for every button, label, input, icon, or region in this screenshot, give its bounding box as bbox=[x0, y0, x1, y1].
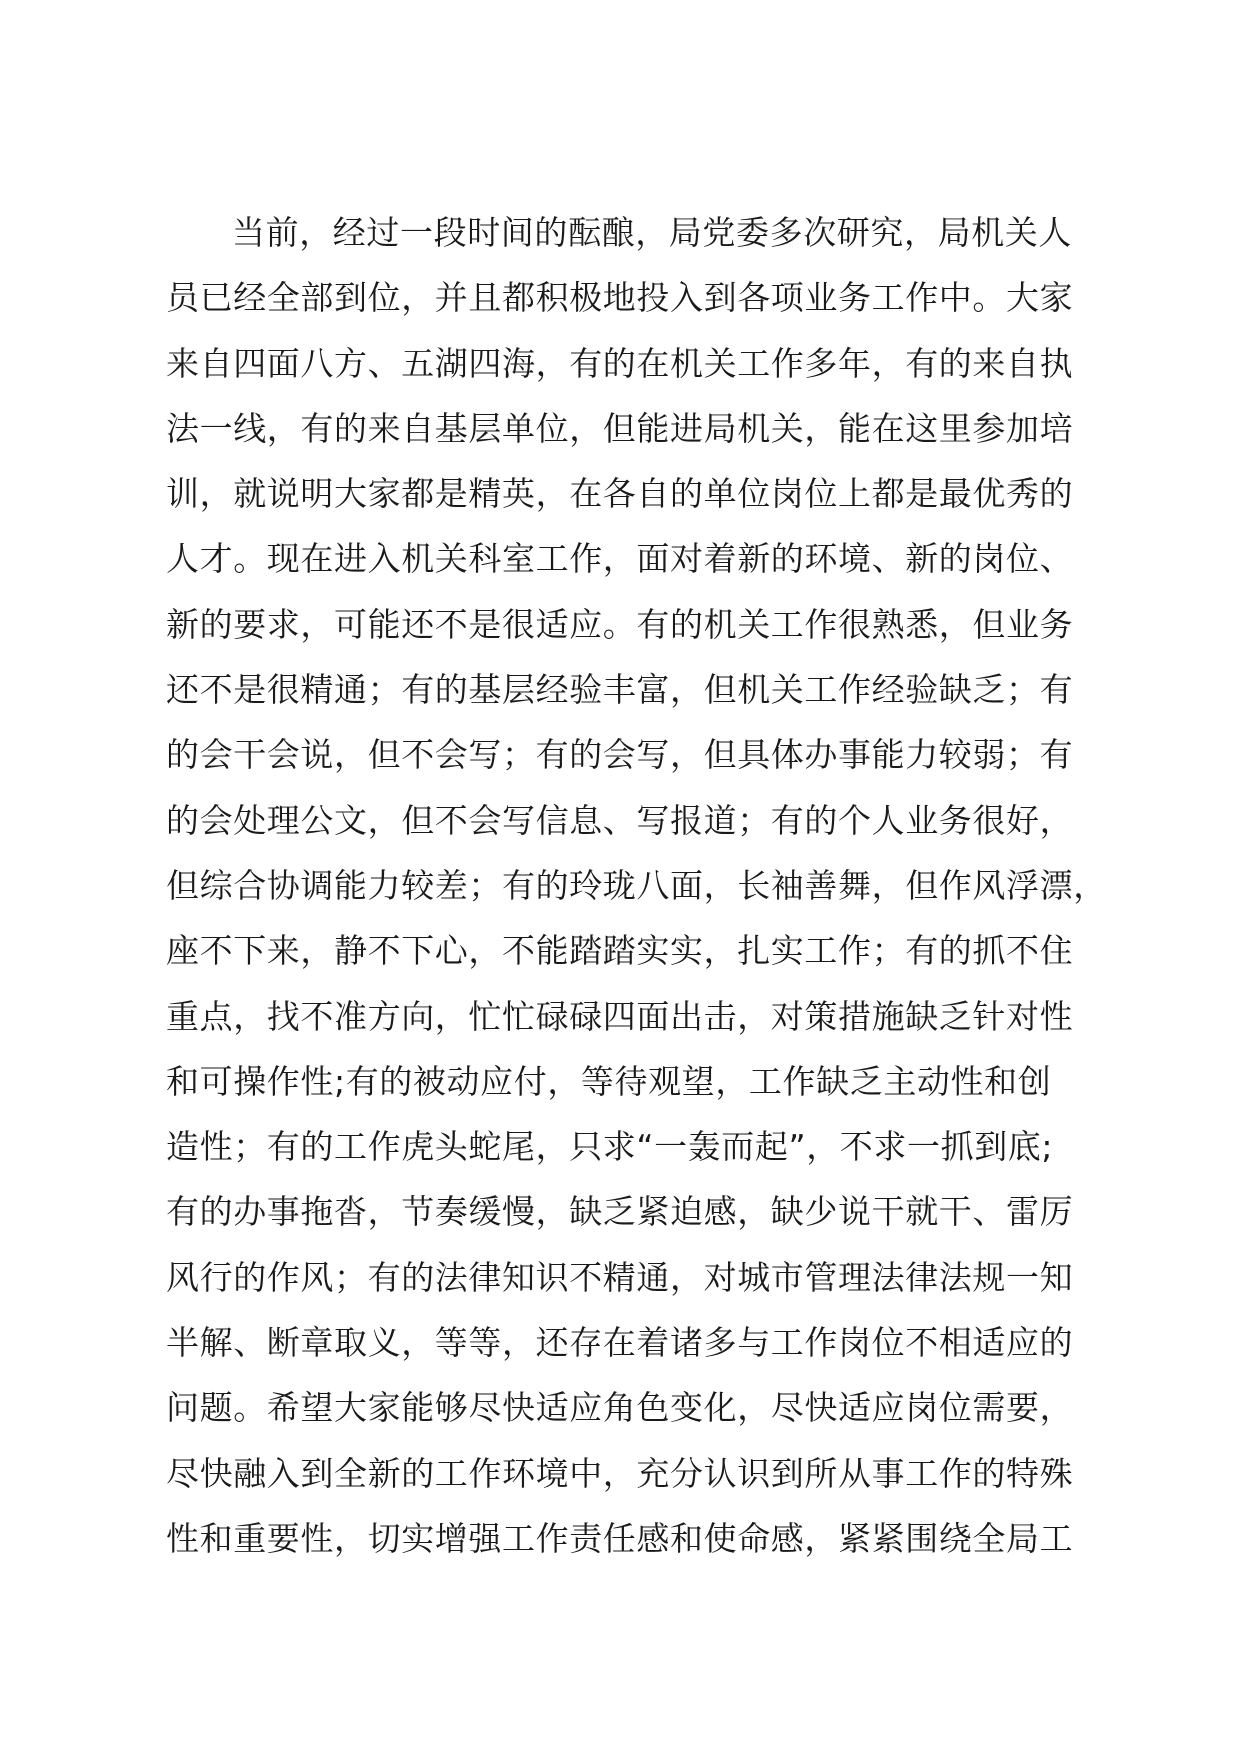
text-line-15: 造性；有的工作虎头蛇尾，只求“一轰而起”，不求一抓到底; bbox=[166, 1127, 1054, 1167]
text-line-14: 和可操作性;有的被动应付，等待观望，工作缺乏主动性和创 bbox=[166, 1061, 1052, 1101]
text-line-12: 座不下来，静不下心，不能踏踏实实，扎实工作；有的抓不住 bbox=[166, 931, 1074, 971]
text-line-10: 的会处理公文，但不会写信息、写报道；有的个人业务很好， bbox=[166, 800, 1074, 840]
text-line-3: 来自四面八方、五湖四海，有的在机关工作多年，有的来自执 bbox=[166, 343, 1074, 383]
text-line-7: 新的要求，可能还不是很适应。有的机关工作很熟悉，但业务 bbox=[166, 604, 1074, 644]
text-line-8: 还不是很精通；有的基层经验丰富，但机关工作经验缺乏；有 bbox=[166, 670, 1074, 710]
text-line-20: 尽快融入到全新的工作环境中，充分认识到所从事工作的特殊 bbox=[166, 1453, 1074, 1493]
text-line-16: 有的办事拖沓，节奏缓慢，缺乏紧迫感，缺少说干就干、雷厉 bbox=[166, 1192, 1074, 1232]
text-line-5: 训，就说明大家都是精英，在各自的单位岗位上都是最优秀的 bbox=[166, 474, 1074, 514]
text-line-1: 当前，经过一段时间的酝酿，局党委多次研究，局机关人 bbox=[232, 213, 1072, 252]
text-line-19: 问题。希望大家能够尽快适应角色变化，尽快适应岗位需要， bbox=[166, 1388, 1074, 1428]
text-line-9: 的会干会说，但不会写；有的会写，但具体办事能力较弱；有 bbox=[166, 735, 1074, 775]
text-line-21: 性和重要性，切实增强工作责任感和使命感，紧紧围绕全局工 bbox=[166, 1518, 1074, 1558]
text-line-6: 人才。现在进入机关科室工作，面对着新的环境、新的岗位、 bbox=[166, 539, 1074, 579]
paragraph bbox=[166, 200, 1107, 1571]
text-line-11: 但综合协调能力较差；有的玲珑八面，长袖善舞，但作风浮漂， bbox=[166, 865, 1107, 905]
text-line-17: 风行的作风；有的法律知识不精通，对城市管理法律法规一知 bbox=[166, 1257, 1074, 1297]
text-line-18: 半解、断章取义，等等，还存在着诸多与工作岗位不相适应的 bbox=[166, 1323, 1074, 1363]
text-line-2: 员已经全部到位，并且都积极地投入到各项业务工作中。大家 bbox=[166, 278, 1074, 318]
text-line-13: 重点，找不准方向，忙忙碌碌四面出击，对策措施缺乏针对性 bbox=[166, 996, 1074, 1036]
text-line-4: 法一线，有的来自基层单位，但能进局机关，能在这里参加培 bbox=[166, 408, 1074, 448]
